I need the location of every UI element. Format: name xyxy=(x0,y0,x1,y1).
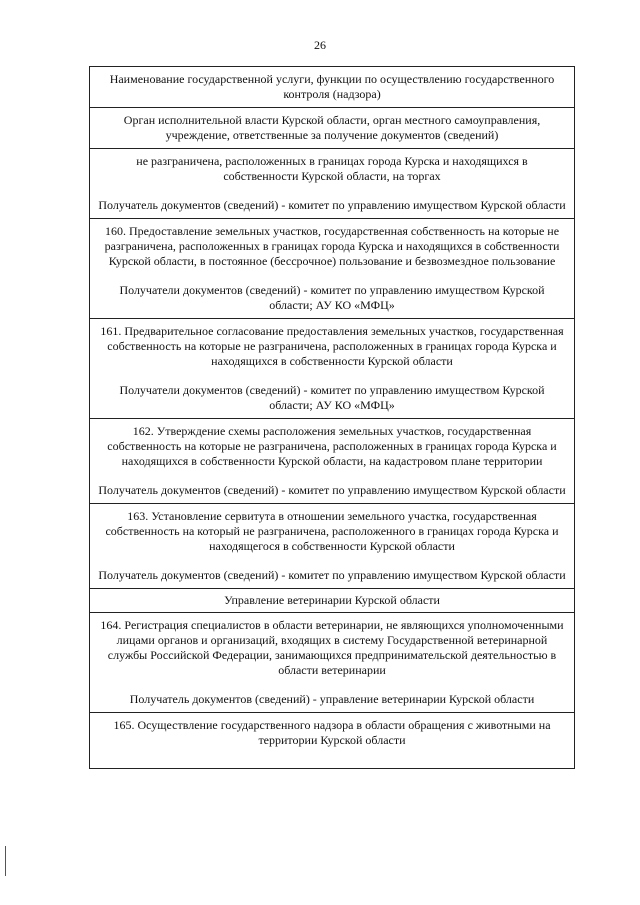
recipient-text: Получатель документов (сведений) - комитет по управлению имуществом Курской области xyxy=(98,198,566,212)
table-row xyxy=(90,418,574,503)
header-service-name xyxy=(90,67,574,107)
table-row xyxy=(90,318,574,418)
service-text: 163. Установление сервитута в отношении земельного участка, государственная собственность на который не разграничена, расположенного в границах города Курска и находящегося в собственности Курской области xyxy=(105,509,559,553)
table-row xyxy=(90,148,574,218)
service-text: не разграничена, расположенных в границах города Курска и находящихся в собственности Курской области, на торгах xyxy=(136,154,528,183)
service-text: 162. Утверждение схемы расположения земельных участков, государственная собственность на которые не разграничена, расположенных в границах города Курска и находящихся в собственности Курской области, на кадастровом плане территории xyxy=(107,424,557,468)
service-text: 160. Предоставление земельных участков, государственная собственность на которые не разграничена, расположенных в границах города Курска и находящихся в собственности Курской области, в постоянное (бессрочное) пользование и безвозмездное пользование xyxy=(104,224,560,268)
header-authority-text: Орган исполнительной власти Курской области, орган местного самоуправления, учреждение, ответственные за получение документов (сведений) xyxy=(123,113,541,142)
services-table xyxy=(89,66,575,769)
table-row xyxy=(90,503,574,588)
scan-mark xyxy=(5,846,6,876)
table-row xyxy=(90,218,574,318)
service-text: 165. Осуществление государственного надзора в области обращения с животными на территории Курской области xyxy=(113,718,551,747)
header-service-name-text: Наименование государственной услуги, функции по осуществлению государственного контроля (надзора) xyxy=(109,72,555,101)
service-text: 164. Регистрация специалистов в области ветеринарии, не являющихся уполномоченными лицами органов и организаций, входящих в систему Государственной ветеринарной службы Российской Федерации, занимающихся предпринимательской деятельностью в области ветеринарии xyxy=(100,618,564,677)
section-header-vet xyxy=(90,588,574,612)
page-number: 26 xyxy=(314,38,326,52)
recipient-text: Получатели документов (сведений) - комитет по управлению имуществом Курской области; АУ КО «МФЦ» xyxy=(119,383,545,412)
table-row xyxy=(90,712,574,768)
recipient-text: Получатель документов (сведений) - комитет по управлению имуществом Курской области xyxy=(98,568,566,582)
table-row xyxy=(90,612,574,712)
section-header-text: Управление ветеринарии Курской области xyxy=(224,593,440,607)
service-text: 161. Предварительное согласование предоставления земельных участков, государственная собственность на которые не разграничена, расположенных в границах города Курска и находящихся в собственности Курской области xyxy=(100,324,564,368)
recipient-text: Получатели документов (сведений) - комитет по управлению имуществом Курской области; АУ КО «МФЦ» xyxy=(119,283,545,312)
header-authority xyxy=(90,107,574,148)
recipient-text: Получатель документов (сведений) - управление ветеринарии Курской области xyxy=(129,692,535,706)
recipient-text: Получатель документов (сведений) - комитет по управлению имуществом Курской области xyxy=(98,483,566,497)
